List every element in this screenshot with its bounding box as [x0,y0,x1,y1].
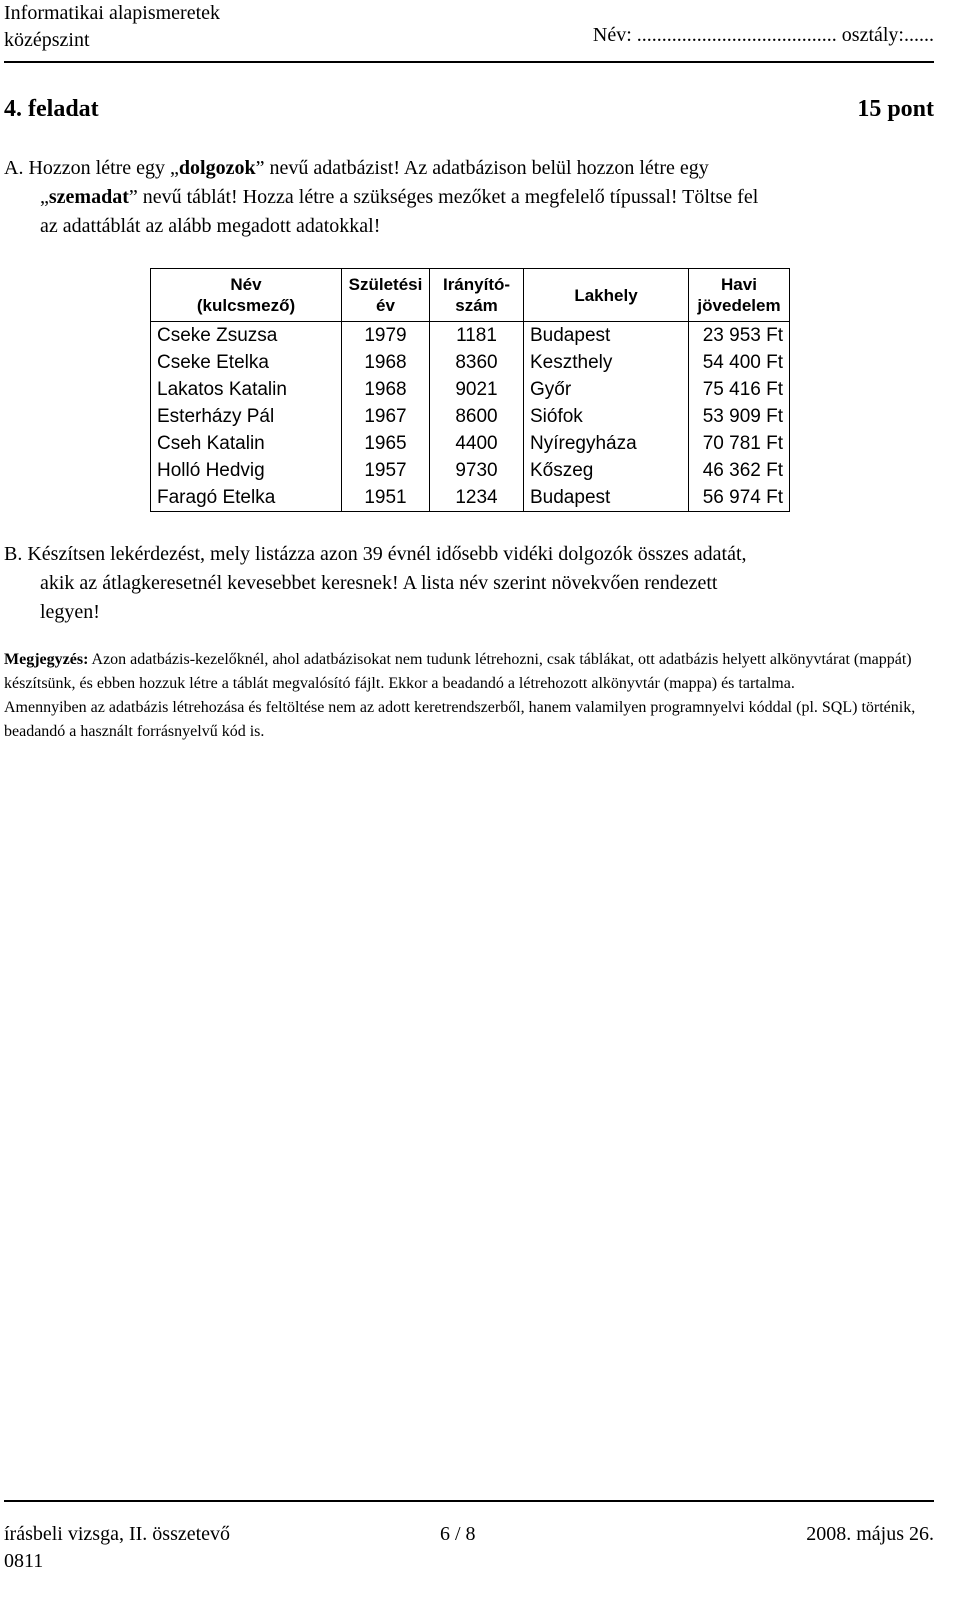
exam-label: írásbeli vizsga, II. összetevő [4,1523,231,1545]
table-row [151,376,790,403]
cell-birth-year: 1951 [342,484,430,512]
name-field: Név: ........................................ [592,24,837,46]
part-a-text-2: ” nevű adatbázist! Az adatbázison belül hozzon létre egy [255,157,709,179]
note-text-1: Azon adatbázis-kezelőknél, ahol adatbázisokat nem tudunk létrehozni, csak táblákat, ott adatbázis helyett alkönyvtárat (mappát) készítsünk, és ebben hozzuk létre a táblát megvalósító fájlt. Ekkor a beadandó a létrehozott alkönyvtár (mappa) és tartalma. [4,651,912,692]
cell-income: 53 909 Ft [689,403,790,430]
cell-city: Budapest [524,322,689,350]
cell-name: Cseh Katalin [151,430,342,457]
cell-zip: 9021 [430,376,524,403]
cell-zip: 8360 [430,349,524,376]
cell-city: Nyíregyháza [524,430,689,457]
header-right [593,22,934,49]
header-left [4,0,220,54]
cell-city: Keszthely [524,349,689,376]
footer-divider [4,1500,934,1502]
cell-zip: 4400 [430,430,524,457]
cell-birth-year: 1965 [342,430,430,457]
cell-zip: 1181 [430,322,524,350]
part-a-instructions [4,154,924,241]
table-row [151,484,790,512]
table-row [151,403,790,430]
task-points: 15 pont [857,96,934,122]
class-field: osztály:...... [841,24,934,46]
cell-birth-year: 1967 [342,403,430,430]
cell-city: Budapest [524,484,689,512]
cell-income: 46 362 Ft [689,457,790,484]
cell-income: 70 781 Ft [689,430,790,457]
cell-city: Siófok [524,403,689,430]
part-b-instructions [4,540,934,627]
cell-city: Győr [524,376,689,403]
cell-birth-year: 1968 [342,376,430,403]
cell-zip: 1234 [430,484,524,512]
table-row [151,430,790,457]
part-a-text-4: ” nevű táblát! Hozza létre a szükséges mezőket a megfelelő típussal! Töltse fel [128,186,759,208]
cell-city: Kőszeg [524,457,689,484]
header-divider [4,61,934,63]
table-header-row [151,269,790,322]
part-b-line-2: akik az átlagkeresetnél kevesebbet keresnek! A lista név szerint növekvően rendezett [40,572,718,594]
cell-income: 75 416 Ft [689,376,790,403]
table-row [151,322,790,350]
subject-title: Informatikai alapismeretek [4,2,221,24]
part-b-line-1: B. Készítsen lekérdezést, mely listázza azon 39 évnél idősebb vidéki dolgozók összes adatát, [4,543,747,565]
col-header-zip: Irányító- szám [430,269,524,322]
cell-birth-year: 1968 [342,349,430,376]
page-number: 6 / 8 [440,1523,476,1545]
note-paragraph-2: Amennyiben az adatbázis létrehozása és feltöltése nem az adott keretrendszerből, hanem valamilyen programnyelvi kóddal (pl. SQL) történik, beadandó a használt forrásnyelvű kód is. [4,699,916,740]
note-label: Megjegyzés: [4,651,89,668]
cell-birth-year: 1979 [342,322,430,350]
col-header-income: Havi jövedelem [689,269,790,322]
part-a-text-3: „ [40,186,49,208]
cell-birth-year: 1957 [342,457,430,484]
cell-zip: 9730 [430,457,524,484]
footer-left [4,1521,230,1575]
exam-date: 2008. május 26. [806,1523,934,1545]
cell-name: Holló Hedvig [151,457,342,484]
cell-zip: 8600 [430,403,524,430]
cell-income: 23 953 Ft [689,322,790,350]
col-header-city: Lakhely [524,269,689,322]
table-row [151,349,790,376]
col-header-birth-year: Születési év [342,269,430,322]
cell-name: Lakatos Katalin [151,376,342,403]
task-title: 4. feladat [4,96,99,122]
col-header-name: Név (kulcsmező) [151,269,342,322]
cell-name: Cseke Zsuzsa [151,322,342,350]
cell-name: Cseke Etelka [151,349,342,376]
cell-name: Faragó Etelka [151,484,342,512]
database-name: dolgozok [178,157,256,179]
part-a-text-1: A. Hozzon létre egy „ [4,157,179,179]
part-a-text-5: az adattáblát az alább megadott adatokkal! [40,215,381,237]
table-row [151,457,790,484]
table-name: szemadat [48,186,129,208]
level-label: középszint [4,29,90,51]
exam-code: 0811 [4,1550,44,1572]
employee-data-table [150,268,790,512]
note-paragraph-1 [4,648,934,696]
note-section [4,648,934,744]
cell-name: Esterházy Pál [151,403,342,430]
cell-income: 56 974 Ft [689,484,790,512]
part-b-line-3: legyen! [40,601,100,623]
cell-income: 54 400 Ft [689,349,790,376]
